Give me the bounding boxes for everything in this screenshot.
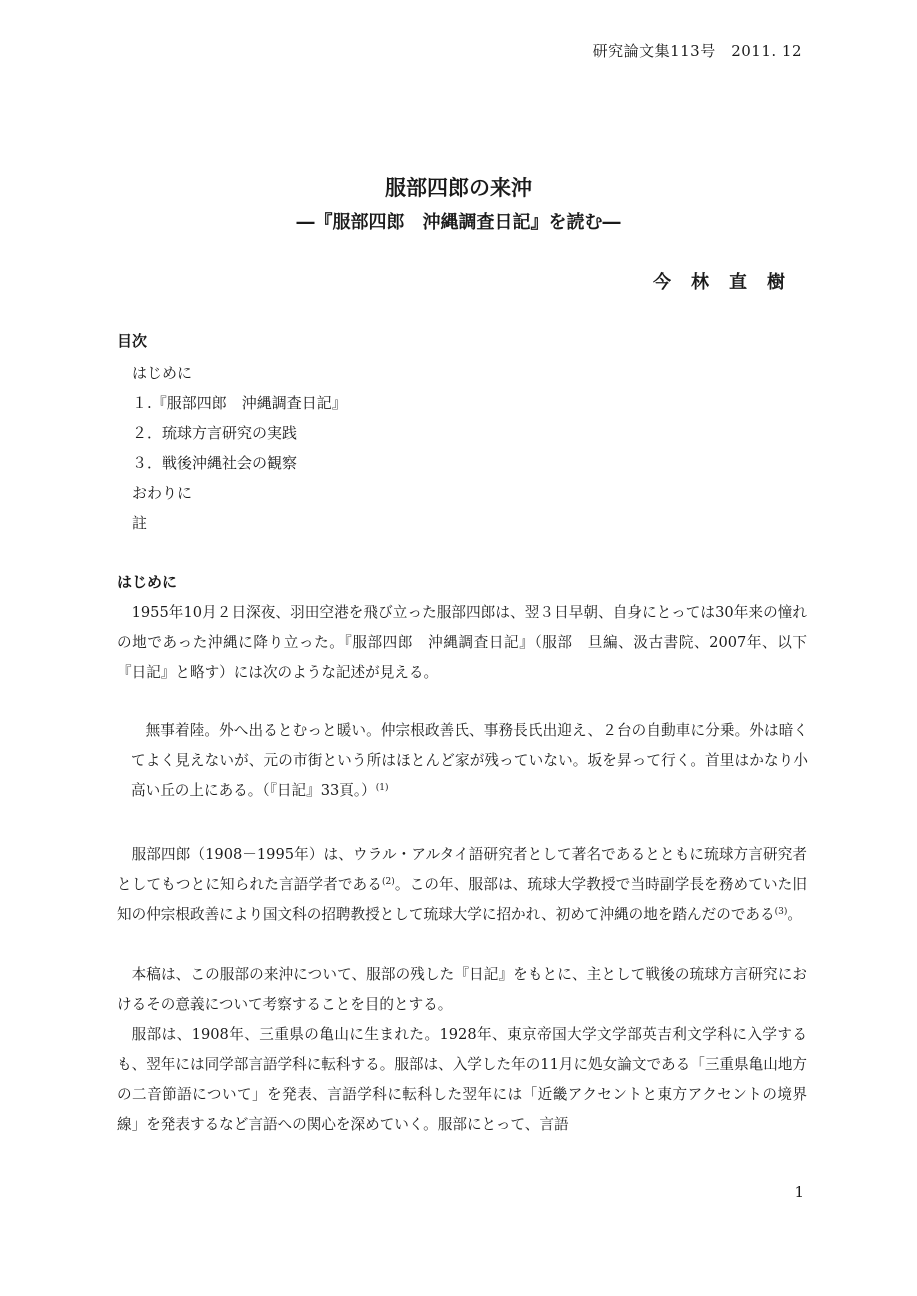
toc-item: ３．戦後沖縄社会の観察: [132, 454, 298, 472]
toc-item: おわりに: [132, 484, 193, 502]
paper-title: 服部四郎の来沖: [385, 176, 532, 200]
section-heading: はじめに: [117, 573, 178, 591]
quote-text: 無事着陸。外へ出るとむっと暖い。仲宗根政善氏、事務長氏出迎え、２台の自動車に分乗。外は暗くてよく見えないが、元の市街という所はほとんど家が残っていない。坂を昇って行く。首里はかなり小高い丘の上にある。（『日記』33頁。）: [131, 722, 808, 799]
toc-heading: 目次: [117, 332, 148, 350]
footnote-ref: (1): [375, 783, 389, 793]
body-paragraph-2: [117, 840, 807, 930]
journal-header: 研究論文集113号 2011. 12: [592, 42, 802, 60]
body-paragraph-1: 1955年10月２日深夜、羽田空港を飛び立った服部四郎は、翌３日早朝、自身にとっては30年来の憧れの地であった沖縄に降り立った。『服部四郎 沖縄調査日記』（服部 旦編、汲古書院、2007年、以下『日記』と略す）には次のような記述が見える。: [117, 604, 807, 681]
footnote-ref: (2): [382, 877, 395, 887]
paragraph-text: 。: [787, 906, 802, 923]
footnote-ref: (3): [774, 907, 788, 917]
body-paragraph-3: 本稿は、この服部の来沖について、服部の残した『日記』をもとに、主として戦後の琉球方言研究におけるその意義について考察することを目的とする。: [117, 966, 807, 1013]
paper-subtitle: ―『服部四郎 沖縄調査日記』を読む―: [296, 212, 621, 233]
block-quote: [131, 716, 808, 806]
paragraph-text: 。この年、服部は、琉球大学教授で当時副学長を務めていた旧知の仲宗根政善により国文科の招聘教授として琉球大学に招かれ、初めて沖縄の地を踏んだのである: [117, 876, 807, 923]
page-number: 1: [794, 1183, 804, 1201]
paragraph-text: 服部四郎（1908－1995年）は、ウラル・アルタイ語研究者として著名であるとともに琉球方言研究者としてもつとに知られた言語学者である: [117, 846, 807, 893]
toc-item: １.『服部四郎 沖縄調査日記』: [132, 394, 347, 412]
toc-item: ２．琉球方言研究の実践: [132, 424, 298, 442]
author-name: 今林直樹: [653, 272, 805, 293]
toc-item: はじめに: [132, 364, 193, 382]
toc-item: 註: [132, 514, 148, 532]
body-paragraph-4: 服部は、1908年、三重県の亀山に生まれた。1928年、東京帝国大学文学部英吉利文学科に入学するも、翌年には同学部言語学科に転科する。服部は、入学した年の11月に処女論文である「三重県亀山地方の二音節語について」を発表、言語学科に転科した翌年には「近畿アクセントと東方アクセントの境界線」を発表するなど言語への関心を深めていく。服部にとって、言語: [117, 1026, 807, 1133]
table-of-contents: [132, 358, 347, 538]
